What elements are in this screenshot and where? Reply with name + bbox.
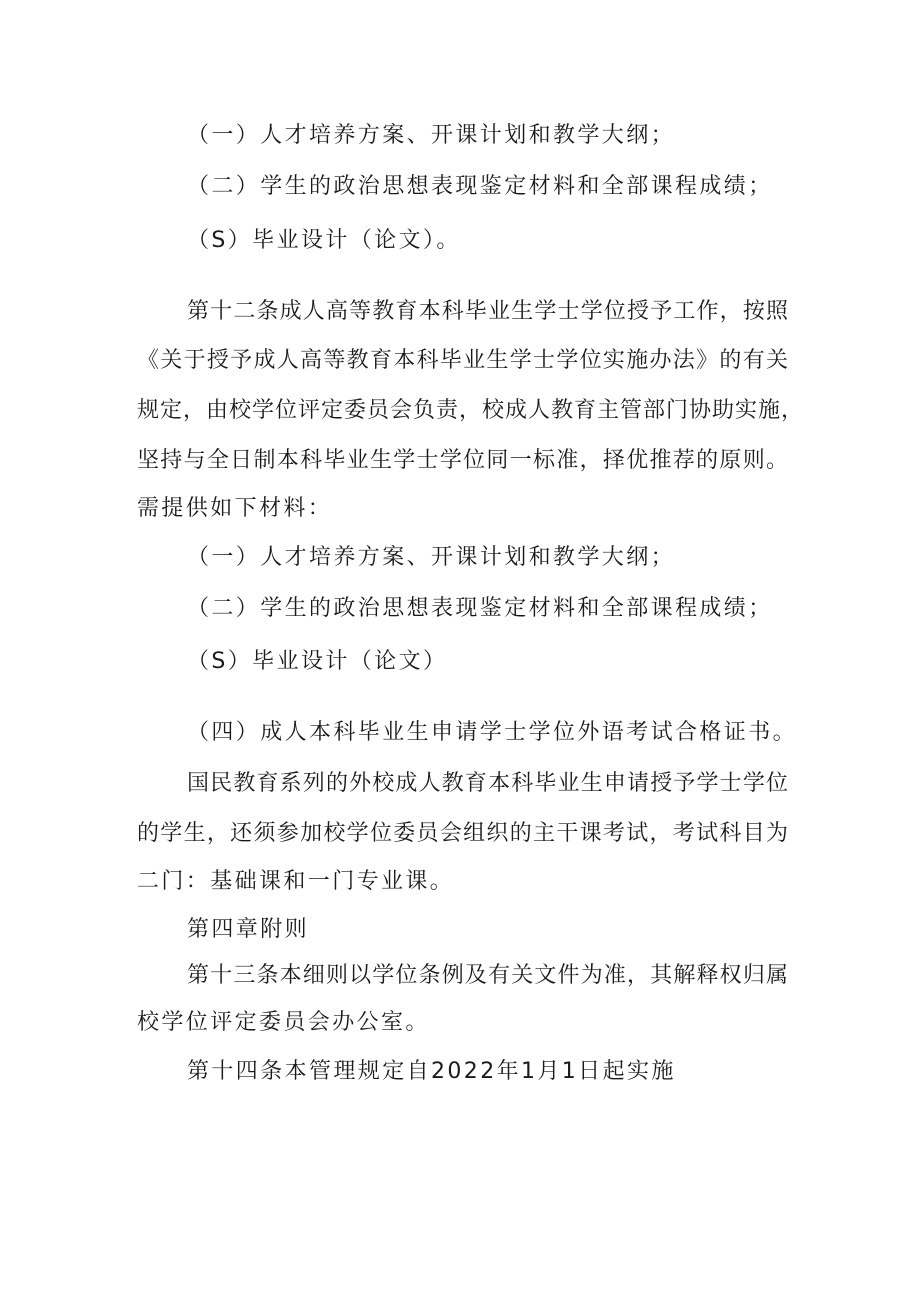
article-14: 第十四条本管理规定自2022年1月1日起实施: [187, 1059, 676, 1084]
list-item: （一）人才培养方案、开课计划和教学大纲；: [187, 123, 676, 148]
list-item: （二）学生的政治思想表现鉴定材料和全部课程成绩；: [187, 174, 773, 199]
article-12-line: 坚持与全日制本科毕业生学士学位同一标准，择优推荐的原则。: [137, 448, 789, 473]
external-paragraph-line: 国民教育系列的外校成人教育本科毕业生申请授予学士学位: [187, 771, 789, 796]
article-12-line: 第十二条成人高等教育本科毕业生学士学位授予工作，按照: [187, 299, 789, 324]
article-12-line: 需提供如下材料：: [137, 496, 333, 521]
article-13-line: 校学位评定委员会办公室。: [137, 1010, 430, 1035]
article-12-line: 《关于授予成人高等教育本科毕业生学士学位实施办法》的有关: [137, 348, 789, 373]
article-13-line: 第十三条本细则以学位条例及有关文件为准，其解释权归属: [187, 963, 789, 988]
external-paragraph-line: 二门：基础课和一门专业课。: [137, 869, 455, 894]
external-paragraph-line: 的学生，还须参加校学位委员会组织的主干课考试，考试科目为: [137, 821, 789, 846]
chapter-title: 第四章附则: [187, 917, 310, 942]
article-12-line: 规定，由校学位评定委员会负责，校成人教育主管部门协助实施，: [137, 398, 805, 423]
list-item: （S）毕业设计（论文）: [187, 649, 448, 674]
list-item: （二）学生的政治思想表现鉴定材料和全部课程成绩；: [187, 596, 773, 621]
list-item: （四）成人本科毕业生申请学士学位外语考试合格证书。: [187, 720, 798, 745]
list-item: （S）毕业设计（论文）。: [187, 228, 461, 253]
list-item: （一）人才培养方案、开课计划和教学大纲；: [187, 545, 676, 570]
